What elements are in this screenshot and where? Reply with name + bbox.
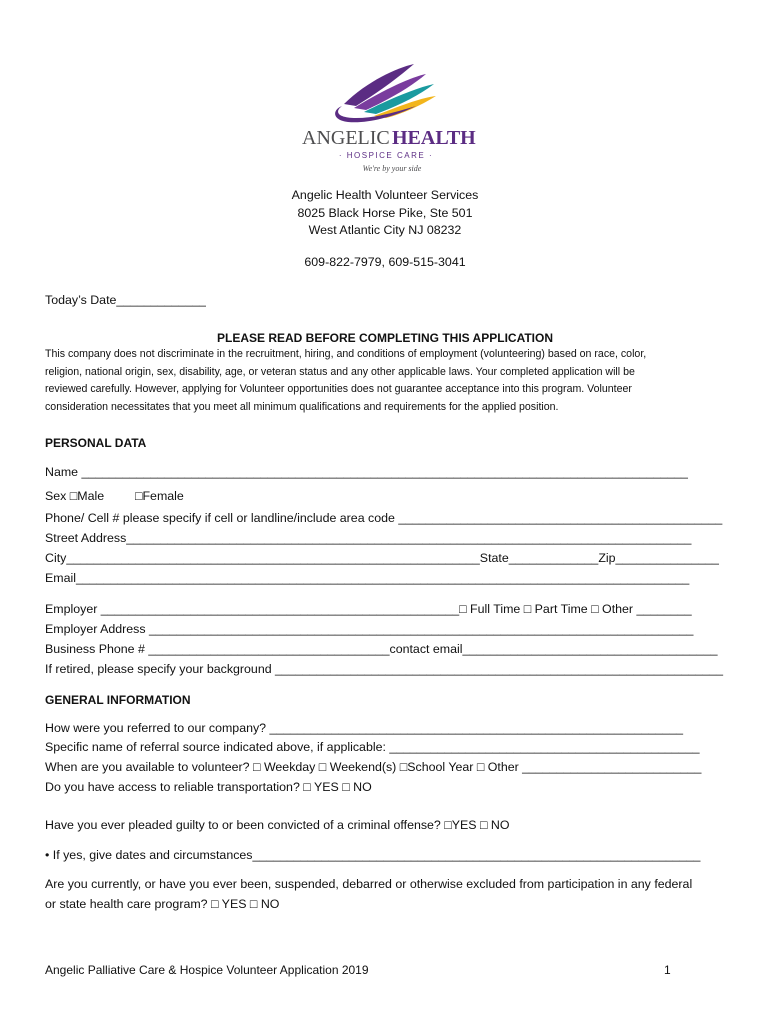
- wing-swoosh-icon: [335, 64, 436, 122]
- notice-line: reviewed carefully. However, applying for Volunteer opportunities does not guarantee acceptance into this program. Volunteer: [45, 383, 632, 396]
- notice-line: This company does not discriminate in the recruitment, hiring, and conditions of employment (volunteering) based on race, color,: [45, 348, 647, 360]
- address-line-3: West Atlantic City NJ 08232: [308, 223, 462, 237]
- transportation-question[interactable]: Do you have access to reliable transportation? □ YES □ NO: [45, 780, 372, 794]
- general-info-heading: GENERAL INFORMATION: [45, 693, 191, 707]
- business-phone-field[interactable]: Business Phone # ___________________________________contact email_____________________________________: [45, 642, 718, 656]
- brand-sub: · HOSPICE CARE ·: [338, 151, 434, 160]
- personal-data-heading: PERSONAL DATA: [45, 436, 147, 450]
- employer-field[interactable]: Employer ____________________________________________________□ Full Time □ Part Time □ Other ________: [45, 602, 692, 616]
- notice-paragraph: [45, 346, 725, 416]
- street-address-field[interactable]: Street Address__________________________________________________________________________________: [45, 531, 692, 545]
- notice-heading: PLEASE READ BEFORE COMPLETING THIS APPLICATION: [216, 331, 554, 345]
- phone-field[interactable]: Phone/ Cell # please specify if cell or landline/include area code _______________________________________________: [45, 511, 723, 525]
- excluded-question-line-2[interactable]: or state health care program? □ YES □ NO: [45, 897, 280, 911]
- employer-address-field[interactable]: Employer Address _______________________________________________________________________________: [45, 622, 694, 636]
- notice-line: consideration necessitates that you meet all minimum qualifications and requirements for the applied position.: [45, 400, 559, 413]
- notice-line: religion, national origin, sex, disability, age, or veteran status and any other applicable laws. Your completed application will be: [45, 365, 635, 378]
- angelic-health-logo: [296, 62, 476, 178]
- referred-field[interactable]: How were you referred to our company? ____________________________________________________________: [45, 721, 683, 735]
- city-state-zip-field[interactable]: City____________________________________________________________State_____________Zip_______________: [45, 551, 719, 565]
- retired-background-field[interactable]: If retired, please specify your background _________________________________________________________________: [45, 662, 723, 676]
- address-line-2: 8025 Black Horse Pike, Ste 501: [297, 206, 473, 220]
- criminal-question[interactable]: Have you ever pleaded guilty to or been convicted of a criminal offense? □YES □ NO: [45, 818, 510, 832]
- brand-left: ANGELIC: [302, 127, 390, 149]
- brand-tagline: We're by your side: [362, 164, 422, 173]
- page-number: 1: [664, 963, 671, 977]
- excluded-question-line-1: Are you currently, or have you ever been, suspended, debarred or otherwise excluded from participation in any federal: [45, 877, 693, 891]
- referral-source-field[interactable]: Specific name of referral source indicated above, if applicable: _____________________________________________: [45, 740, 700, 754]
- sex-male-checkbox[interactable]: Sex □Male: [45, 489, 105, 503]
- footer-title: Angelic Palliative Care & Hospice Volunteer Application 2019: [45, 963, 369, 977]
- availability-field[interactable]: When are you available to volunteer? □ Weekday □ Weekend(s) □School Year □ Other __________________________: [45, 760, 702, 774]
- name-field[interactable]: Name ________________________________________________________________________________________: [45, 465, 688, 479]
- email-field[interactable]: Email_________________________________________________________________________________________: [45, 571, 690, 585]
- address-line-1: Angelic Health Volunteer Services: [291, 188, 479, 202]
- sex-female-checkbox[interactable]: □Female: [135, 489, 184, 503]
- phone-numbers: 609-822-7979, 609-515-3041: [304, 255, 466, 269]
- brand-right: HEALTH: [392, 127, 476, 149]
- todays-date-field[interactable]: Today’s Date_____________: [45, 293, 206, 307]
- if-yes-circumstances-field[interactable]: • If yes, give dates and circumstances_________________________________________________________________: [45, 848, 701, 862]
